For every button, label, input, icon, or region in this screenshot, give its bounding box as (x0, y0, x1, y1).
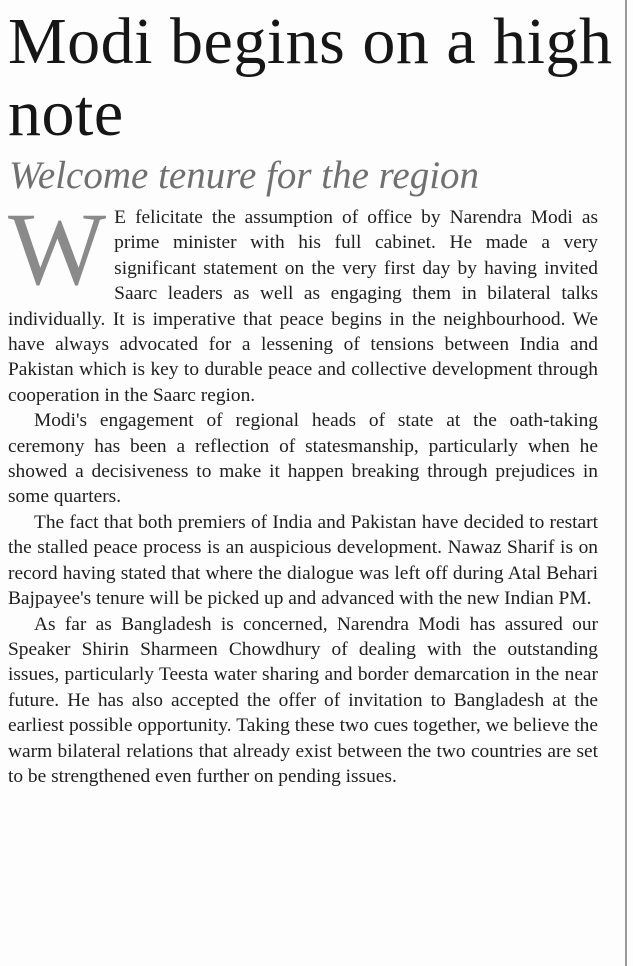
paragraph-2: Modi's engagement of regional heads of state at the oath-taking ceremony has been a reflection of statesmanship, particularly when he showed a decisiveness to make it happen breaking through prejudices in some quarters. (8, 410, 598, 508)
column-rule (625, 0, 627, 966)
subheadline: Welcome tenure for the region (9, 154, 480, 197)
paragraph-1 (8, 192, 598, 408)
headline: Modi begins on a high note (8, 5, 613, 150)
drop-cap: W (8, 192, 107, 307)
paragraph-1-text: E felicitate the assumption of office by Narendra Modi as prime minister with his full cabinet. He made a very significant statement on the very first day by having invited Saarc leaders as well as engaging them in bilateral talks individually. It is imperative that peace begins in the neighbourhood. We have always advocated for a lessening of tensions between India and Pakistan which is key to durable peace and collective development through cooperation in the Saarc region. (8, 207, 598, 406)
paragraph-4: As far as Bangladesh is concerned, Narendra Modi has assured our Speaker Shirin Sharmeen Chowdhury of dealing with the outstanding issues, particularly Teesta water sharing and border demarcation in the near future. He has also accepted the offer of invitation to Bangladesh at the earliest possible opportunity. Taking these two cues together, we believe the warm bilateral relations that already exist between the two countries are set to be strengthened even further on pending issues. (8, 613, 598, 787)
article-body (8, 192, 598, 789)
paragraph-3: The fact that both premiers of India and Pakistan have decided to restart the stalled peace process is an auspicious development. Nawaz Sharif is on record having stated that where the dialogue was left off during Atal Behari Bajpayee's tenure will be picked up and advanced with the new Indian PM. (8, 511, 598, 610)
